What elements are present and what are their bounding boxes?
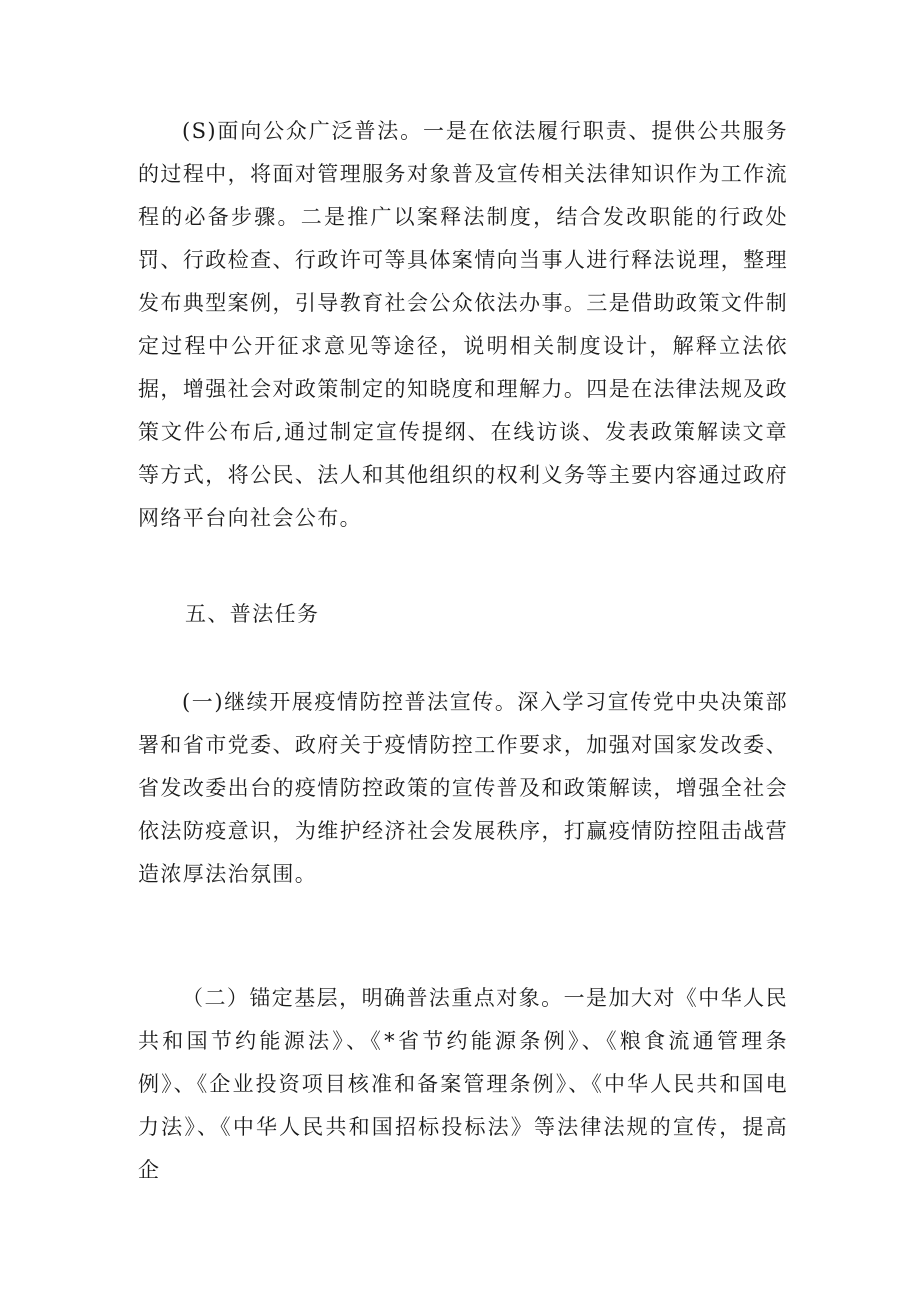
section-heading-tasks: 五、普法任务 bbox=[185, 602, 320, 626]
paragraph-public-law-education: (S)面向公众广泛普法。一是在依法履行职责、提供公共服务的过程中，将面对管理服务对象普及宣传相关法律知识作为工作流程的必备步骤。二是推广以案释法制度，结合发改职能的行政处罚、行政检查、行政许可等具体案情向当事人进行释法说理，整理发布典型案例，引导教育社会公众依法办事。三是借助政策文件制定过程中公开征求意见等途径，说明相关制度设计，解释立法依据，增强社会对政策制定的知晓度和理解力。四是在法律法规及政策文件公布后,通过制定宣传提纲、在线访谈、发表政策解读文章等方式，将公民、法人和其他组织的权利义务等主要内容通过政府网络平台向社会公布。 bbox=[138, 119, 788, 530]
paragraph-epidemic-law-publicity: (一)继续开展疫情防控普法宣传。深入学习宣传党中央决策部署和省市党委、政府关于疫情防控工作要求，加强对国家发改委、省发改委出台的疫情防控政策的宣传普及和政策解读，增强全社会依法防疫意识，为维护经济社会发展秩序，打赢疫情防控阻击战营造浓厚法治氛围。 bbox=[138, 690, 788, 886]
paragraph-grassroots-focus: （二）锚定基层，明确普法重点对象。一是加大对《中华人民共和国节约能源法》、《*省节约能源条例》、《粮食流通管理条例》、《企业投资项目核准和备案管理条例》、《中华人民共和国电力法》、《中华人民共和国招标投标法》等法律法规的宣传，提高企 bbox=[138, 986, 788, 1182]
